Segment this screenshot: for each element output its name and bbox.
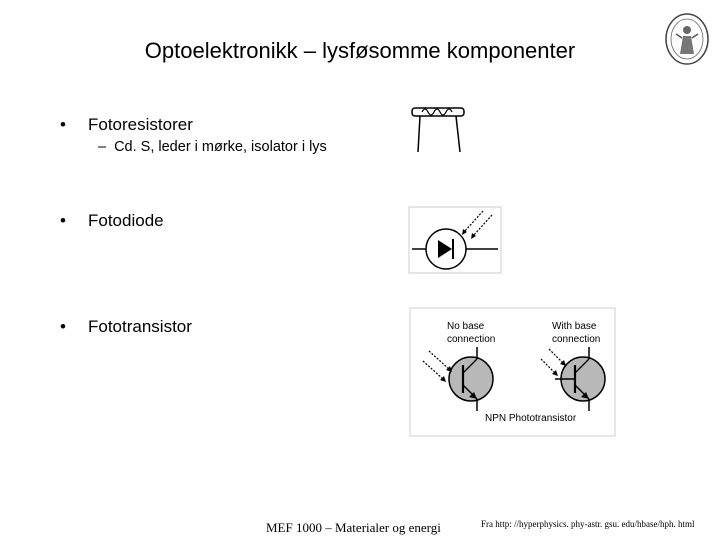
bullet-marker: • bbox=[60, 115, 66, 134]
bullet-label: Fototransistor bbox=[88, 317, 192, 336]
footer-source: Fra http: //hyperphysics. phy-astr. gsu. edu/hbase/hph. html bbox=[481, 519, 695, 529]
bullet-marker: • bbox=[60, 211, 66, 230]
caption-npn: NPN Phototransistor bbox=[485, 413, 577, 424]
sub-bullet-cds bbox=[98, 139, 327, 155]
caption-no-base-2: connection bbox=[447, 334, 496, 345]
phototransistor-symbol-icon bbox=[409, 307, 616, 437]
slide-title: Optoelektronikk – lysføsomme komponenter bbox=[144, 38, 576, 63]
caption-no-base-1: No base bbox=[447, 321, 485, 332]
sub-bullet-marker: – bbox=[98, 139, 107, 155]
bullet-marker: • bbox=[60, 317, 66, 336]
caption-with-base-1: With base bbox=[552, 321, 597, 332]
photoresistor-symbol-icon bbox=[410, 98, 468, 156]
bullet-label: Fotodiode bbox=[88, 211, 164, 230]
footer-course: MEF 1000 – Materialer og energi bbox=[266, 520, 441, 535]
caption-with-base-2: connection bbox=[552, 334, 601, 345]
sub-bullet-label: Cd. S, leder i mørke, isolator i lys bbox=[114, 139, 327, 155]
bullet-label: Fotoresistorer bbox=[88, 115, 193, 134]
photodiode-symbol-icon bbox=[408, 206, 502, 274]
university-seal-icon bbox=[664, 12, 710, 66]
